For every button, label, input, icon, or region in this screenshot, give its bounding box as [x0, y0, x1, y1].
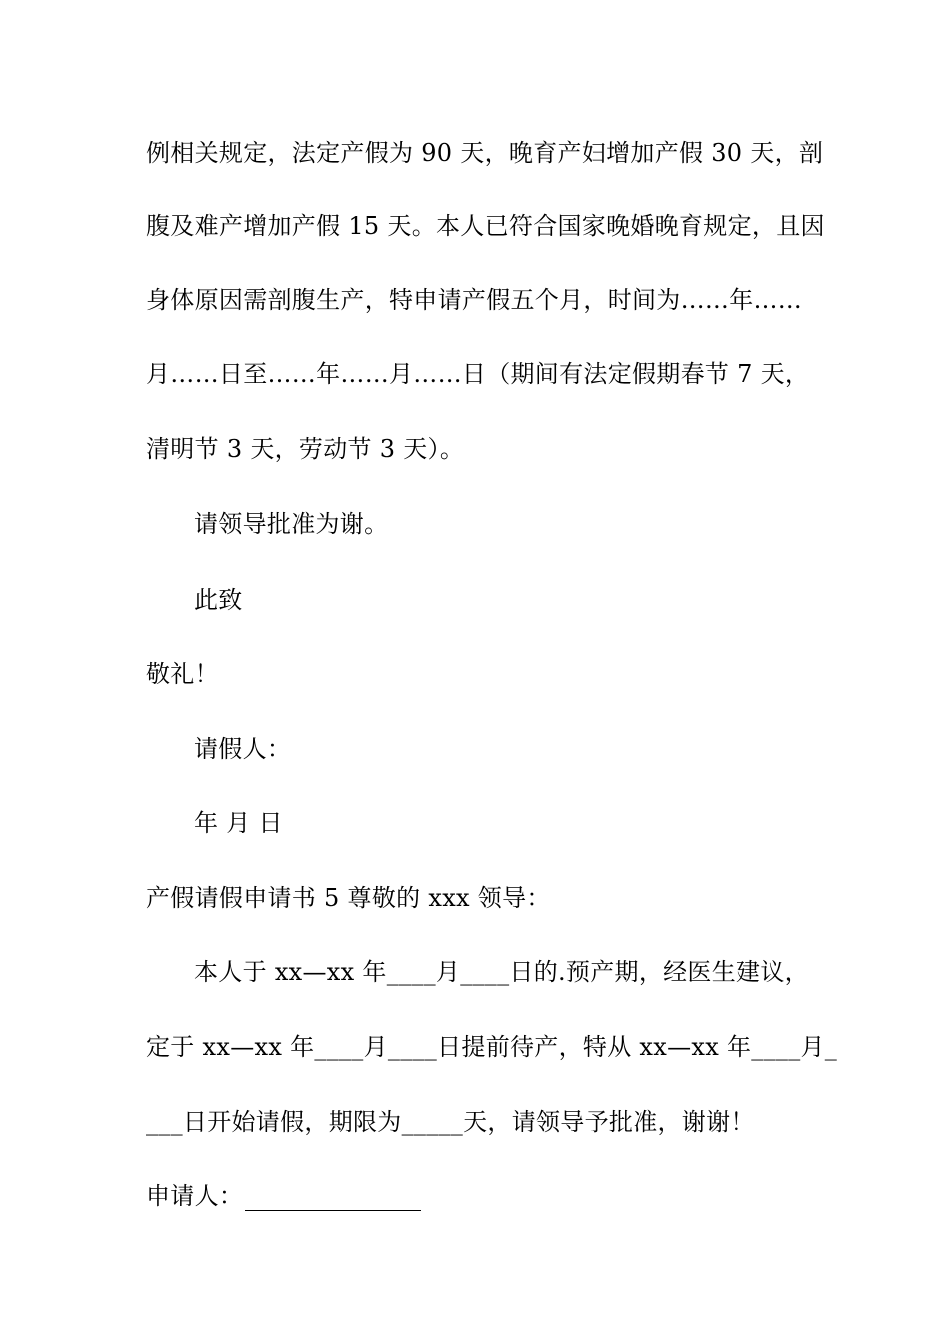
body-line-4: 月……日至……年……月……日（期间有法定假期春节 7 天， — [146, 360, 810, 388]
applicant-label: 请假人： — [194, 735, 292, 763]
date-line: 年 月 日 — [194, 809, 283, 837]
section-heading: 产假请假申请书 5 尊敬的 xxx 领导： — [146, 884, 551, 912]
body-line-3: 身体原因需剖腹生产，特申请产假五个月，时间为……年…… — [146, 286, 803, 314]
request-approval-line: 请领导批准为谢。 — [194, 510, 389, 538]
signature-blank-line — [245, 1188, 421, 1211]
signature-row — [146, 1181, 421, 1211]
body2-line-3: ___日开始请假，期限为_____天，请领导予批准，谢谢！ — [146, 1108, 755, 1136]
body2-line-1: 本人于 xx—xx 年____月____日的.预产期，经医生建议， — [194, 958, 809, 986]
signature-label: 申请人： — [146, 1182, 244, 1210]
body-line-5: 清明节 3 天，劳动节 3 天）。 — [146, 435, 465, 463]
closing-ci-zhi: 此致 — [194, 586, 243, 614]
body2-line-2: 定于 xx—xx 年____月____日提前待产，特从 xx—xx 年____月_ — [146, 1033, 838, 1061]
body-line-2: 腹及难产增加产假 15 天。本人已符合国家晚婚晚育规定，且因 — [146, 212, 825, 240]
closing-salute: 敬礼！ — [146, 660, 219, 688]
body-line-1: 例相关规定，法定产假为 90 天，晚育产妇增加产假 30 天，剖 — [146, 139, 824, 167]
